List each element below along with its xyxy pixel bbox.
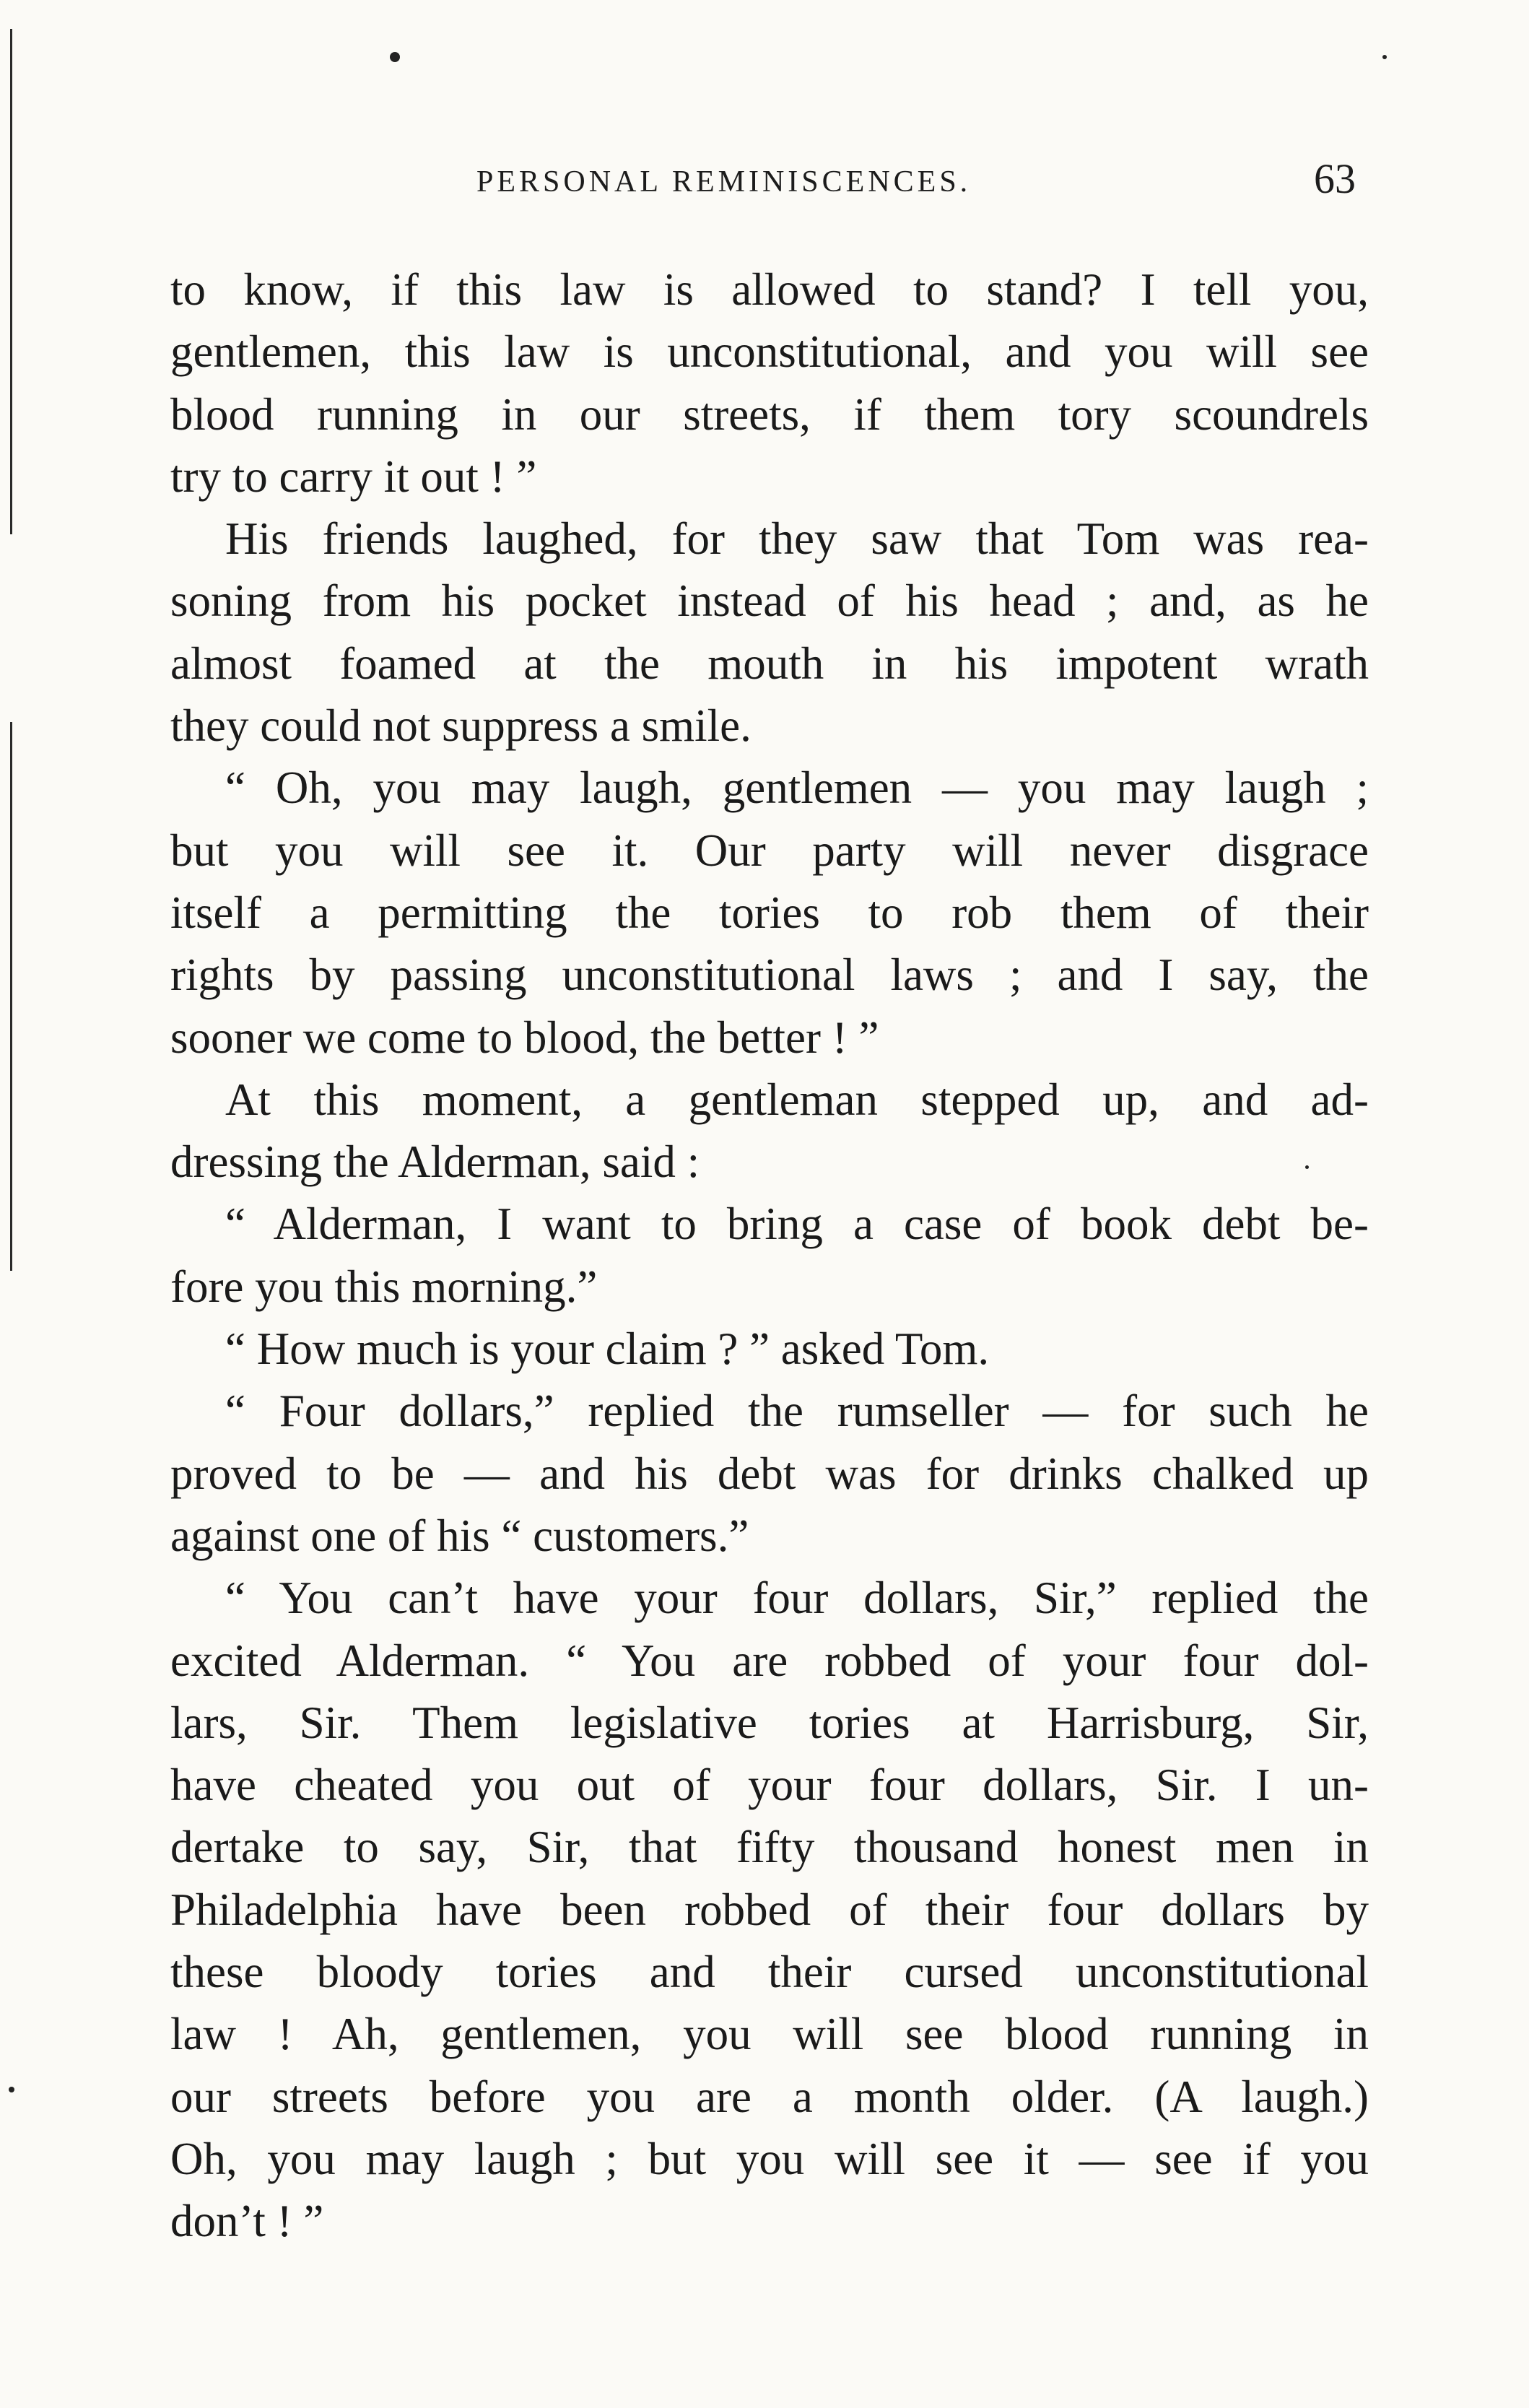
binding-edge-line (10, 29, 12, 534)
text-line: blood running in our streets, if them tory scoundrels (170, 388, 1369, 440)
text-line: our streets before you are a month older. (A laugh.) (170, 2071, 1369, 2122)
text-line: lars, Sir. Them legislative tories at Harrisburg, Sir, (170, 1697, 1369, 1748)
text-line: dertake to say, Sir, that fifty thousand honest men in (170, 1822, 1369, 1873)
text-line: His friends laughed, for they saw that Tom was rea- (225, 513, 1369, 565)
text-line: law ! Ah, gentlemen, you will see blood running in (170, 2009, 1369, 2060)
text-line: “ Alderman, I want to bring a case of book debt be- (225, 1199, 1369, 1250)
body-text (170, 258, 1369, 2253)
specks (1382, 55, 1387, 59)
text-line: they could not suppress a smile. (170, 700, 752, 752)
text-line: At this moment, a gentleman stepped up, and ad- (225, 1074, 1369, 1125)
text-line: Philadelphia have been robbed of their four dollars by (170, 1884, 1369, 1935)
text-line: gentlemen, this law is unconstitutional, and you will see (170, 326, 1369, 378)
text-line: don’t ! ” (170, 2196, 324, 2247)
text-line: to know, if this law is allowed to stand? I tell you, (170, 264, 1369, 315)
text-line: “ Four dollars,” replied the rumseller — for such he (225, 1386, 1369, 1437)
text-line: “ You can’t have your four dollars, Sir,” replied the (225, 1573, 1369, 1624)
text-line: against one of his “ customers.” (170, 1510, 749, 1561)
running-title: PERSONAL REMINISCENCES. (476, 165, 972, 199)
page-number: 63 (1314, 155, 1356, 202)
specks (9, 2087, 14, 2092)
text-line: but you will see it. Our party will never disgrace (170, 825, 1369, 876)
text-line: soning from his pocket instead of his head ; and, as he (170, 575, 1369, 627)
text-line: “ How much is your claim ? ” asked Tom. (225, 1323, 990, 1375)
text-line: these bloody tories and their cursed unconstitutional (170, 1947, 1369, 1998)
text-line: dressing the Alderman, said : (170, 1136, 700, 1188)
binding-edge-line (10, 722, 12, 1271)
text-line: proved to be — and his debt was for drinks chalked up (170, 1448, 1369, 1499)
text-line: “ Oh, you may laugh, gentlemen — you may laugh ; (225, 762, 1369, 814)
text-line: itself a permitting the tories to rob them of their (170, 887, 1369, 938)
specks (390, 52, 400, 62)
text-line: sooner we come to blood, the better ! ” (170, 1012, 879, 1063)
text-line: rights by passing unconstitutional laws ; and I say, the (170, 949, 1369, 1001)
text-line: Oh, you may laugh ; but you will see it — see if you (170, 2133, 1369, 2184)
text-line: fore you this morning.” (170, 1261, 598, 1312)
running-head (173, 157, 1357, 208)
text-line: excited Alderman. “ You are robbed of your four dol- (170, 1635, 1369, 1686)
text-line: almost foamed at the mouth in his impotent wrath (170, 638, 1369, 689)
text-line: try to carry it out ! ” (170, 451, 537, 502)
text-line: have cheated you out of your four dollars, Sir. I un- (170, 1760, 1369, 1811)
